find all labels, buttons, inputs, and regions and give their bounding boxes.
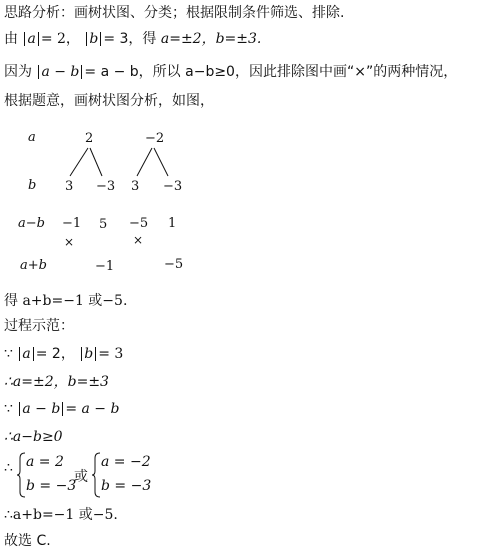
row-label-a: a bbox=[28, 130, 36, 145]
b-value-3: 3 bbox=[131, 179, 140, 194]
given-line bbox=[4, 30, 261, 48]
tree-diagram bbox=[0, 120, 477, 290]
abs-a-minus-b-2: a − b bbox=[19, 402, 63, 416]
text-you: 由 bbox=[4, 31, 18, 47]
tree-intro: 根据题意，画树状图分析，如图， bbox=[4, 93, 214, 109]
abs-a: a bbox=[24, 32, 38, 46]
amb-value-1: −1 bbox=[62, 216, 82, 231]
amb-value-3: −5 bbox=[129, 216, 149, 231]
brace-left bbox=[16, 452, 26, 498]
since-abs-line bbox=[4, 345, 123, 363]
a-value-2: 2 bbox=[85, 131, 94, 146]
b-value-2: −3 bbox=[96, 179, 116, 194]
or-word: 或 bbox=[74, 469, 88, 485]
a-value-neg2: −2 bbox=[145, 131, 165, 146]
system-left-eq1: a = 2 bbox=[26, 454, 64, 470]
text-because: 因为 bbox=[4, 64, 32, 80]
since-diff-line bbox=[4, 400, 119, 418]
exclude-mark-2: × bbox=[133, 233, 144, 247]
system-left-eq2: b = −3 bbox=[26, 478, 77, 494]
answer-line: 故选 C. bbox=[4, 533, 51, 549]
system-left bbox=[16, 452, 76, 498]
because-rest: = a − b，所以 a−b≥0，因此排除图中画“×”的两种情况， bbox=[84, 64, 458, 80]
eq-2-b: = 2， bbox=[35, 346, 75, 362]
eq-a-minus-b: = a − b bbox=[65, 401, 120, 417]
b-value-1: 3 bbox=[65, 179, 74, 194]
row-label-b: b bbox=[28, 178, 37, 193]
analysis-intro: 思路分析：画树状图、分类；根据限制条件筛选、排除. bbox=[4, 5, 345, 21]
process-heading: 过程示范： bbox=[4, 318, 74, 334]
system-right bbox=[91, 452, 161, 498]
eq-3: = 3，得 bbox=[103, 31, 157, 47]
apb-value-1: −1 bbox=[95, 259, 115, 274]
branch-right-1 bbox=[137, 148, 152, 176]
b-value-4: −3 bbox=[163, 179, 183, 194]
abs-b: b bbox=[86, 32, 101, 46]
system-right-eq1: a = −2 bbox=[101, 454, 151, 470]
exclude-mark-1: × bbox=[64, 235, 75, 249]
since-symbol: ∵ bbox=[4, 346, 13, 362]
amb-value-4: 1 bbox=[168, 216, 177, 231]
therefore-values-line: ∴a=±2，b=±3 bbox=[4, 374, 109, 390]
final-sum-line: ∴a+b=−1 或−5. bbox=[4, 507, 118, 523]
result-line: 得 a+b=−1 或−5. bbox=[4, 293, 128, 309]
since-symbol-2: ∵ bbox=[4, 401, 13, 417]
abs-a-minus-b: a − b bbox=[38, 65, 82, 79]
a-b-values: a=±2，b=±3. bbox=[160, 31, 262, 47]
apb-value-2: −5 bbox=[164, 257, 184, 272]
eq-3-b: = 3 bbox=[98, 346, 124, 362]
amb-value-2: 5 bbox=[99, 217, 108, 232]
row-label-a-minus-b: a−b bbox=[18, 216, 45, 231]
branch-right-2 bbox=[154, 148, 168, 176]
because-line bbox=[4, 63, 457, 81]
brace-right bbox=[91, 452, 101, 498]
system-right-eq2: b = −3 bbox=[101, 478, 152, 494]
branch-left-2 bbox=[90, 148, 102, 176]
abs-b-2: b bbox=[81, 347, 96, 361]
eq-2: = 2， bbox=[40, 31, 80, 47]
branch-left-1 bbox=[70, 148, 88, 176]
row-label-a-plus-b: a+b bbox=[20, 258, 47, 273]
therefore-nonneg-line: ∴a−b≥0 bbox=[4, 429, 63, 445]
therefore-symbol: ∴ bbox=[4, 460, 13, 476]
abs-a-2: a bbox=[19, 347, 33, 361]
